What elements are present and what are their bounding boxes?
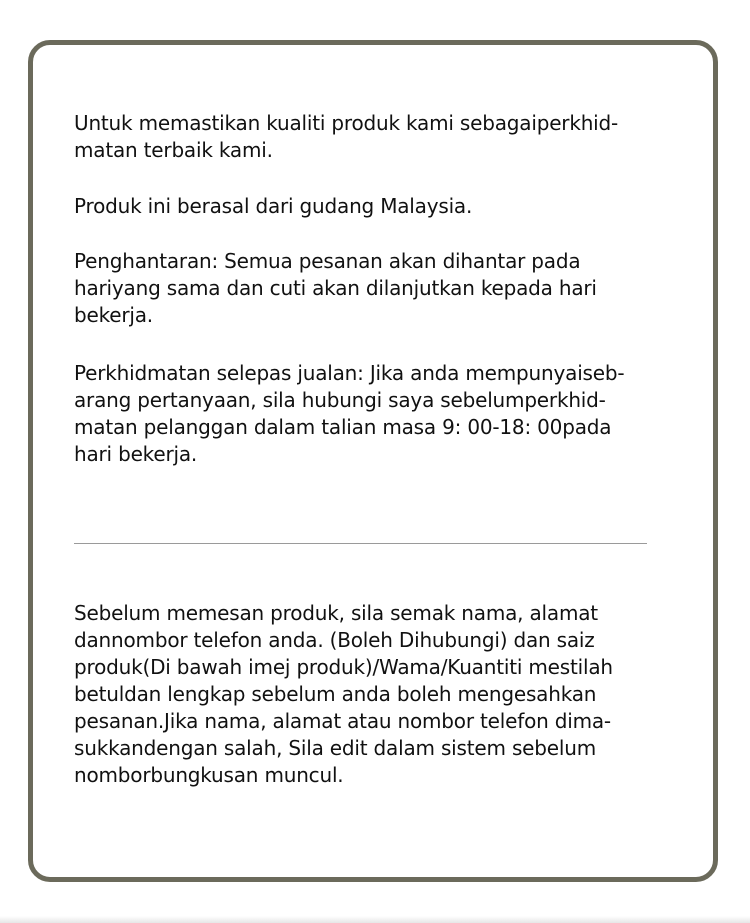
bottom-edge <box>0 916 750 923</box>
origin-paragraph: Produk ini berasal dari gudang Malaysia. <box>74 194 473 218</box>
quality-paragraph: Untuk memastikan kualiti produk kami sebagaiperkhid- matan terbaik kami. <box>74 111 619 162</box>
section-divider <box>74 543 647 544</box>
order-check-paragraph: Sebelum memesan produk, sila semak nama, alamat dannombor telefon anda. (Boleh Dihubungi) dan saiz produk(Di bawah imej produk)/Wama/Kuantiti mestilah betuldan lengkap sebelum anda boleh mengesahkan pesanan.Jika nama, alamat atau nombor telefon dima- sukkandengan salah, Sila edit dalam sistem sebelum nomborbungkusan muncul. <box>74 601 613 787</box>
after-sales-paragraph: Perkhidmatan selepas jualan: Jika anda mempunyaiseb- arang pertanyaan, sila hubungi saya sebelumperkhid- matan pelanggan dalam talian masa 9: 00-18: 00pada hari bekerja. <box>74 361 625 466</box>
delivery-paragraph: Penghantaran: Semua pesanan akan dihantar pada hariyang sama dan cuti akan dilanjutkan kepada hari bekerja. <box>74 249 597 327</box>
